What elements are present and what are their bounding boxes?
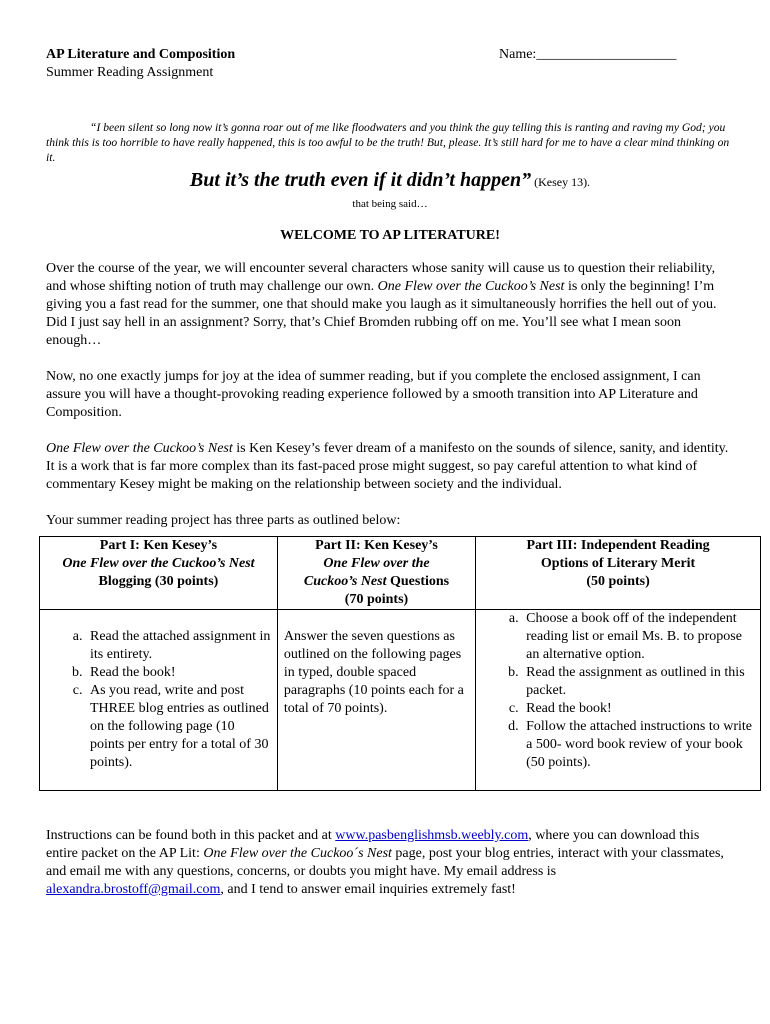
intro-text-start: Over the course of the year, we will encounter several characters whose sanity will cause us to question their reliability, and whose shifting notion of truth may challenge our own.: [46, 261, 716, 294]
assignment-title: Summer Reading Assignment: [46, 65, 214, 80]
part1-points: Blogging (30 points): [98, 574, 219, 589]
instructions-text-2: , where you can download this entire packet on the AP Lit:: [46, 828, 700, 861]
part2-book: One Flew over the: [323, 556, 430, 571]
summer-reading-paragraph: Now, no one exactly jumps for joy at the idea of summer reading, but if you complete the enclosed assignment, I can assure you will have a thought-provoking reading experience followed by a smooth transition into AP Literature and Composition.: [46, 369, 701, 420]
part1-book: One Flew over the Cuckoo’s Nest: [62, 556, 255, 571]
part2-text: Answer the seven questions as outlined on the following pages in typed, double spaced paragraphs (10 points each for a total of 70 points).: [283, 629, 464, 716]
epigraph-text: “I been silent so long now it’s gonna roar out of me like floodwaters and you think the guy telling this is ranting and raving my God; you think this is too horrible to have really happened, this is too awful to be the truth! But, please. It’s still hard for me to have a clear mind thinking on it.: [46, 121, 730, 164]
part3-subtitle: Options of Literary Merit: [540, 556, 696, 571]
part2-points: (70 points): [344, 592, 409, 607]
name-field-label: Name:____________________: [499, 47, 677, 62]
part1-list: [46, 628, 271, 772]
list-item: c. As you read, write and post THREE blog entries as outlined on the following page (10 points per entry for a total of 30 points).: [86, 682, 271, 772]
part3-list: [482, 610, 754, 772]
intro-text-end: is only the beginning! I’m giving you a fast read for the summer, one that should make you laugh as it simultaneously horrifies the hell out of you. Did I just say hell in an assignment? Sorry, that’s Chief Bromden rubbing off on me. You’ll see what I mean soon enough…: [46, 279, 717, 348]
book-title: One Flew over the Cuckoo’s Nest: [46, 441, 233, 456]
part1-title: Part I: Ken Kesey’s: [99, 538, 218, 553]
intro-paragraph: [46, 260, 734, 350]
instructions-text-1: Instructions can be found both in this packet and at: [46, 828, 336, 843]
part3-header: [476, 537, 761, 610]
part1-instructions: [40, 610, 278, 791]
document-page: [46, 46, 753, 899]
part3-title: Part III: Independent Reading: [526, 538, 710, 553]
list-item: b. Read the book!: [86, 664, 271, 682]
epigraph-quote: [46, 120, 734, 165]
course-title: AP Literature and Composition: [46, 47, 236, 62]
book-title: One Flew over the Cuckoo’s Nest: [377, 279, 565, 294]
epigraph-citation: (Kesey 13).: [531, 175, 591, 189]
document-header: [46, 46, 734, 86]
project-parts-intro: Your summer reading project has three parts as outlined below:: [46, 513, 401, 528]
table-header-row: [40, 537, 761, 610]
instructions-paragraph: [46, 827, 734, 899]
part3-points: (50 points): [586, 574, 650, 589]
list-item: d. Follow the attached instructions to write a 500- word book review of your book (50 points).: [522, 718, 754, 772]
part3-instructions: [476, 610, 761, 791]
project-parts-table: [39, 536, 761, 791]
list-item: c. Read the book!: [522, 700, 754, 718]
epigraph-highlight-line: [46, 169, 734, 192]
part2-header: [277, 537, 475, 610]
book-description-paragraph: [46, 440, 734, 494]
part1-header: [40, 537, 278, 610]
list-item: a. Choose a book off of the independent reading list or email Ms. B. to propose an alternative option.: [522, 610, 754, 664]
part2-instructions: [277, 610, 475, 791]
instructions-text-4: , and I tend to answer email inquiries extremely fast!: [220, 882, 516, 897]
part2-questions-label: Questions: [386, 574, 450, 589]
part2-subtitle: [284, 573, 469, 591]
part2-title: Part II: Ken Kesey’s: [315, 538, 438, 553]
instructions-text-3: page, post your blog entries, interact with your classmates, and email me with any questions, concerns, or doubts you might have. My email address is: [46, 846, 724, 879]
list-item: b. Read the assignment as outlined in this packet.: [522, 664, 754, 700]
table-body-row: [40, 610, 761, 791]
email-link[interactable]: alexandra.brostoff@gmail.com: [46, 882, 221, 897]
part2-book-end: Cuckoo’s Nest: [303, 574, 387, 589]
epigraph-highlight: But it’s the truth even if it didn’t happen”: [189, 169, 532, 191]
transition-text: that being said…: [352, 198, 428, 210]
book-title: One Flew over the Cuckoo´s Nest: [203, 846, 392, 861]
website-link[interactable]: www.pasbenglishmsb.weebly.com: [335, 828, 529, 843]
book-description-text: is Ken Kesey’s fever dream of a manifesto on the sounds of silence, sanity, and identity. It is a work that is far more complex than its fast-paced prose might suggest, so pay careful attention to what kind of commentary Kesey might be making on the relationship between society and the individual.: [46, 441, 729, 492]
welcome-heading: WELCOME TO AP LITERATURE!: [280, 228, 500, 243]
list-item: a. Read the attached assignment in its entirety.: [86, 628, 271, 664]
